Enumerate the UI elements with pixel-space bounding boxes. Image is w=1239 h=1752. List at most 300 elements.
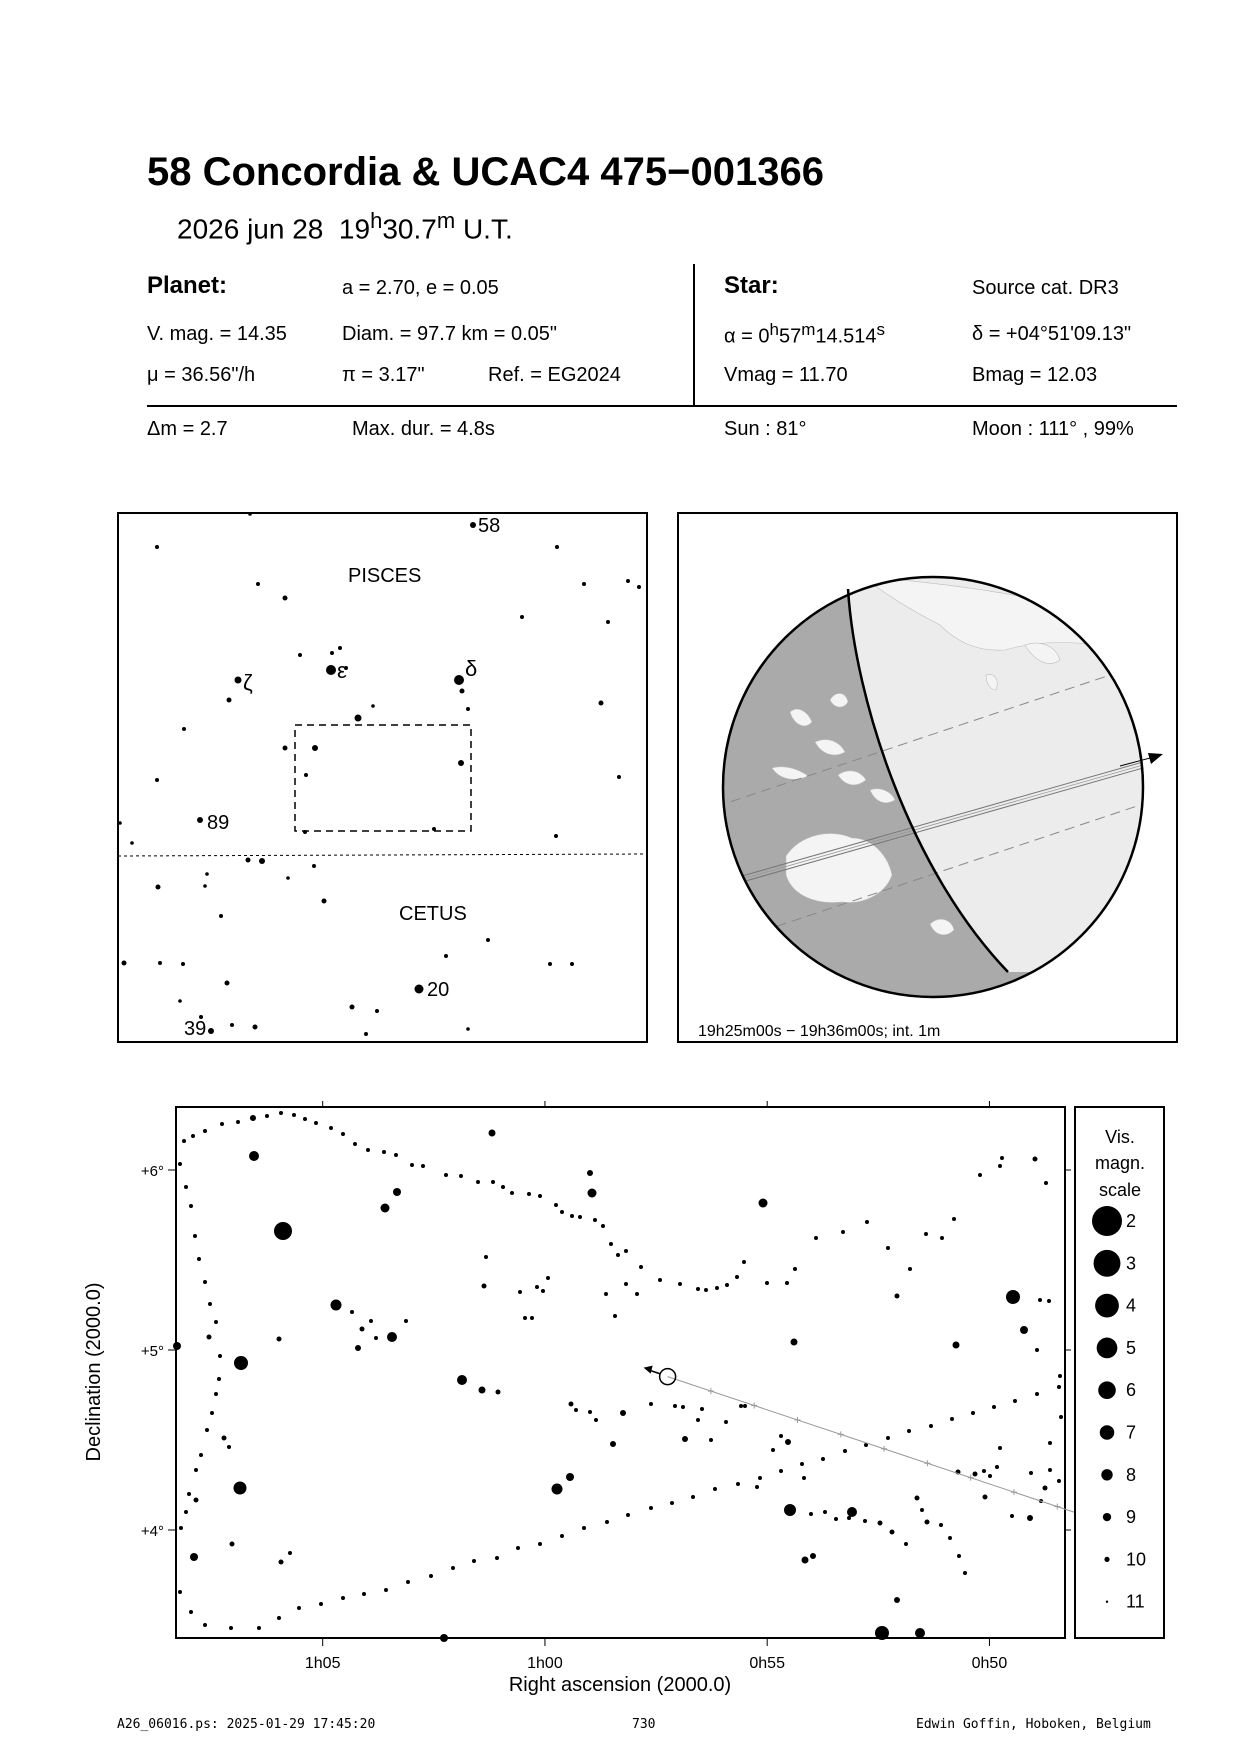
detail-star xyxy=(341,1596,345,1600)
detail-star xyxy=(725,1283,729,1287)
detail-star xyxy=(184,1185,188,1189)
detail-star xyxy=(257,1626,261,1630)
globe-panel xyxy=(677,512,1179,1044)
detail-star xyxy=(552,1484,563,1495)
finder-star xyxy=(486,938,490,942)
finder-star xyxy=(599,701,604,706)
detail-star xyxy=(724,1420,728,1424)
y-tick-label: +4° xyxy=(140,1523,164,1540)
detail-star-chart xyxy=(76,1098,1164,1698)
detail-star xyxy=(802,1557,809,1564)
detail-star xyxy=(393,1188,401,1196)
detail-star xyxy=(779,1434,783,1438)
magnitude-scale-dot xyxy=(1098,1381,1116,1399)
detail-star xyxy=(995,1465,999,1469)
detail-star xyxy=(920,1508,924,1512)
detail-star xyxy=(658,1278,662,1282)
detail-star xyxy=(765,1281,769,1285)
detail-star xyxy=(1035,1348,1039,1352)
finder-star xyxy=(338,646,342,650)
footer-author: Edwin Goffin, Hoboken, Belgium xyxy=(916,1717,1151,1732)
magnitude-scale-label: 10 xyxy=(1126,1549,1147,1570)
detail-star xyxy=(742,1260,746,1264)
finder-star xyxy=(197,817,203,823)
detail-star xyxy=(673,1404,677,1408)
finder-star xyxy=(298,653,302,657)
star-heading: Star: xyxy=(724,272,779,299)
star-label-epsilon: ε xyxy=(337,658,347,683)
detail-star xyxy=(292,1113,296,1117)
detail-star xyxy=(809,1512,813,1516)
detail-star xyxy=(457,1375,467,1385)
magnitude-scale-label: 2 xyxy=(1126,1211,1137,1231)
finder-star xyxy=(322,899,327,904)
detail-star xyxy=(886,1246,890,1250)
finder-star xyxy=(203,884,207,888)
detail-star xyxy=(779,1469,783,1473)
detail-star xyxy=(230,1542,235,1547)
detail-star xyxy=(1020,1326,1028,1334)
detail-star xyxy=(1057,1385,1061,1389)
detail-star xyxy=(998,1164,1002,1168)
page-title: 58 Concordia & UCAC4 475−001366 xyxy=(147,150,824,194)
detail-star xyxy=(894,1597,900,1603)
max-duration: Max. dur. = 4.8s xyxy=(352,418,495,440)
finder-star xyxy=(582,582,586,586)
finder-star xyxy=(470,522,476,528)
detail-star xyxy=(929,1424,933,1428)
detail-star xyxy=(404,1319,408,1323)
moon-elongation: Moon : 111° , 99% xyxy=(972,418,1134,440)
detail-star xyxy=(755,1485,759,1489)
magnitude-scale-dot xyxy=(1094,1250,1121,1277)
detail-star xyxy=(739,1404,743,1408)
detail-star xyxy=(983,1495,988,1500)
detail-star xyxy=(895,1294,900,1299)
detail-star xyxy=(429,1574,433,1578)
star-label-zeta: ζ xyxy=(243,670,253,695)
finder-star xyxy=(637,585,641,589)
detail-star xyxy=(541,1289,545,1293)
detail-star xyxy=(915,1628,925,1638)
finder-star xyxy=(227,698,232,703)
detail-star xyxy=(823,1510,827,1514)
magnitude-scale-label: 8 xyxy=(1126,1464,1137,1485)
detail-star xyxy=(639,1265,643,1269)
x-axis-label: Right ascension (2000.0) xyxy=(508,1674,732,1696)
finder-star xyxy=(326,665,336,675)
event-date: 2026 jun 28 xyxy=(177,213,324,245)
finder-star xyxy=(548,962,552,966)
detail-star xyxy=(843,1449,847,1453)
detail-star xyxy=(973,1472,978,1477)
star-declination: δ = +04°51'09.13" xyxy=(972,323,1132,345)
detail-star xyxy=(523,1316,527,1320)
detail-star xyxy=(360,1327,365,1332)
finder-star xyxy=(454,675,464,685)
detail-star xyxy=(1029,1471,1033,1475)
finder-star xyxy=(283,746,288,751)
ra-minute-unit: m xyxy=(801,320,816,339)
detail-star xyxy=(1048,1441,1052,1445)
detail-star xyxy=(384,1588,388,1592)
detail-star xyxy=(366,1148,370,1152)
finder-star xyxy=(130,841,134,845)
x-tick-label: 1h05 xyxy=(304,1655,341,1672)
detail-star xyxy=(691,1495,695,1499)
finder-star xyxy=(248,512,252,516)
detail-star xyxy=(189,1204,193,1208)
detail-star xyxy=(810,1553,816,1559)
detail-star xyxy=(476,1180,480,1184)
star-ra-prefix: α = 0 xyxy=(724,325,770,348)
detail-star xyxy=(978,1173,982,1177)
detail-star xyxy=(847,1516,851,1520)
detail-star xyxy=(626,1513,630,1517)
detail-star xyxy=(546,1276,550,1280)
detail-star xyxy=(624,1282,628,1286)
detail-star xyxy=(440,1634,448,1642)
finder-star xyxy=(555,545,559,549)
detail-star xyxy=(303,1117,307,1121)
detail-star xyxy=(998,1446,1002,1450)
magnitude-scale-panel xyxy=(1070,1098,1170,1648)
finder-star xyxy=(466,1027,470,1031)
detail-star xyxy=(696,1287,700,1291)
detail-star xyxy=(715,1286,719,1290)
finder-star xyxy=(118,821,122,825)
detail-star xyxy=(950,1417,954,1421)
finder-star xyxy=(283,596,288,601)
finder-star xyxy=(312,745,318,751)
planet-motion: μ = 36.56"/h xyxy=(147,364,256,386)
detail-star xyxy=(527,1192,531,1196)
detail-star xyxy=(793,1267,797,1271)
detail-star xyxy=(265,1114,269,1118)
detail-star xyxy=(678,1282,682,1286)
detail-star xyxy=(841,1230,845,1234)
detail-star xyxy=(574,1408,578,1412)
detail-star xyxy=(234,1482,247,1495)
star-vmag: Vmag = 11.70 xyxy=(724,364,848,386)
detail-star xyxy=(199,1453,203,1457)
detail-star xyxy=(988,1474,992,1478)
detail-star xyxy=(952,1217,956,1221)
detail-star xyxy=(704,1288,708,1292)
detail-star xyxy=(939,1523,943,1527)
detail-star xyxy=(491,1180,495,1184)
detail-star xyxy=(331,1300,342,1311)
detail-star xyxy=(381,1204,390,1213)
detail-star xyxy=(459,1174,463,1178)
detail-star xyxy=(771,1448,775,1452)
finder-star xyxy=(570,962,574,966)
detail-star xyxy=(222,1436,227,1441)
detail-star xyxy=(444,1173,448,1177)
detail-star xyxy=(451,1566,455,1570)
finder-star xyxy=(155,545,159,549)
detail-star xyxy=(560,1210,564,1214)
magnitude-scale-label: 5 xyxy=(1126,1337,1137,1358)
detail-star xyxy=(1058,1374,1062,1378)
star-bmag: Bmag = 12.03 xyxy=(972,364,1098,386)
detail-star xyxy=(329,1126,333,1130)
planet-diameter: Diam. = 97.7 km = 0.05" xyxy=(342,323,557,345)
detail-star xyxy=(907,1429,911,1433)
detail-star xyxy=(341,1132,345,1136)
magnitude-scale-dot xyxy=(1103,1513,1111,1521)
plot-area-frame xyxy=(176,1107,1065,1638)
detail-star xyxy=(736,1482,740,1486)
finder-star xyxy=(158,961,162,965)
detail-star xyxy=(566,1473,574,1481)
detail-star xyxy=(535,1285,539,1289)
magnitude-scale-label: 9 xyxy=(1126,1507,1137,1528)
finder-star xyxy=(225,981,230,986)
detail-star xyxy=(229,1626,233,1630)
detail-star xyxy=(203,1623,207,1627)
detail-star xyxy=(886,1436,890,1440)
finder-star xyxy=(355,715,362,722)
magnitude-scale-title-1: Vis. xyxy=(1105,1127,1135,1147)
finder-star xyxy=(617,775,621,779)
detail-star xyxy=(234,1356,248,1370)
detail-star xyxy=(709,1438,713,1442)
detail-star xyxy=(387,1332,397,1342)
detail-star xyxy=(802,1476,806,1480)
planet-parallax: π = 3.17" xyxy=(342,364,425,386)
detail-star xyxy=(635,1292,639,1296)
detail-star xyxy=(971,1411,975,1415)
finder-star xyxy=(460,689,465,694)
star-source-catalog: Source cat. DR3 xyxy=(972,277,1119,299)
finder-star xyxy=(235,677,242,684)
planet-orbit: a = 2.70, e = 0.05 xyxy=(342,277,499,299)
detail-star xyxy=(1013,1399,1017,1403)
finder-star xyxy=(432,827,436,831)
detail-star xyxy=(203,1129,207,1133)
detail-star xyxy=(904,1542,908,1546)
star-ra-seconds: 14.514 xyxy=(815,325,877,348)
finder-star xyxy=(182,727,186,731)
magnitude-scale-label: 7 xyxy=(1126,1422,1137,1443)
table-horizontal-divider xyxy=(147,405,1177,407)
detail-star xyxy=(924,1232,928,1236)
detail-star xyxy=(394,1153,398,1157)
detail-star xyxy=(220,1122,224,1126)
detail-star xyxy=(696,1418,700,1422)
detail-star xyxy=(277,1337,282,1342)
detail-star xyxy=(472,1559,476,1563)
detail-star xyxy=(236,1120,240,1124)
detail-star xyxy=(593,1218,597,1222)
detail-star xyxy=(501,1185,505,1189)
detail-star xyxy=(908,1267,912,1271)
detail-star xyxy=(863,1519,867,1523)
detail-star xyxy=(682,1436,688,1442)
planet-reference: Ref. = EG2024 xyxy=(488,364,621,386)
magnitude-scale-dot xyxy=(1104,1557,1109,1562)
detail-star xyxy=(624,1249,628,1253)
finder-star xyxy=(350,1005,355,1010)
detail-star xyxy=(530,1316,534,1320)
star-label-89: 89 xyxy=(207,812,230,834)
finder-star xyxy=(253,1025,258,1030)
detail-star xyxy=(489,1130,496,1137)
finder-chart xyxy=(117,512,649,1044)
detail-star xyxy=(193,1234,197,1238)
detail-star xyxy=(538,1194,542,1198)
sun-elongation: Sun : 81° xyxy=(724,418,807,440)
detail-star xyxy=(743,1404,747,1408)
detail-star xyxy=(516,1546,520,1550)
finder-star xyxy=(606,620,610,624)
footer-file-info: A26_06016.ps: 2025-01-29 17:45:20 xyxy=(117,1717,376,1732)
magnitude-scale-label: 11 xyxy=(1126,1591,1145,1612)
table-vertical-divider xyxy=(693,264,695,406)
detail-star xyxy=(758,1476,762,1480)
time-suffix: U.T. xyxy=(462,213,513,245)
detail-star xyxy=(362,1592,366,1596)
detail-star xyxy=(279,1111,283,1115)
detail-star xyxy=(560,1534,564,1538)
finder-star xyxy=(205,872,209,876)
magnitude-scale-label: 3 xyxy=(1126,1253,1137,1274)
detail-star xyxy=(355,1345,361,1351)
detail-star xyxy=(194,1498,199,1503)
x-tick-label: 0h50 xyxy=(971,1655,1008,1672)
finder-star xyxy=(415,985,424,994)
finder-star xyxy=(304,773,308,777)
detail-star xyxy=(735,1275,739,1279)
detail-star xyxy=(203,1280,207,1284)
detail-star xyxy=(814,1236,818,1240)
star-label-20: 20 xyxy=(427,979,450,1001)
finder-star xyxy=(230,1023,234,1027)
detail-star xyxy=(189,1610,193,1614)
detail-star xyxy=(197,1257,201,1261)
finder-star xyxy=(444,954,448,958)
detail-star xyxy=(205,1428,209,1432)
finder-star xyxy=(246,858,251,863)
detail-star xyxy=(649,1402,653,1406)
detail-star xyxy=(785,1281,789,1285)
detail-star xyxy=(496,1390,501,1395)
detail-star xyxy=(649,1506,653,1510)
detail-star xyxy=(214,1320,218,1324)
finder-star xyxy=(178,999,182,1003)
detail-star xyxy=(1000,1156,1004,1160)
detail-star xyxy=(588,1189,597,1198)
detail-star xyxy=(1059,1415,1063,1419)
detail-star xyxy=(274,1222,292,1240)
finder-star xyxy=(181,962,185,966)
detail-star xyxy=(1038,1298,1042,1302)
detail-star xyxy=(250,1116,254,1120)
detail-star xyxy=(570,1214,574,1218)
detail-star xyxy=(1047,1299,1051,1303)
detail-star xyxy=(187,1492,191,1496)
detail-star xyxy=(588,1410,592,1414)
x-tick-label: 0h55 xyxy=(749,1655,785,1672)
detail-star xyxy=(613,1314,617,1318)
detail-star xyxy=(582,1526,586,1530)
detail-star xyxy=(178,1590,182,1594)
finder-star xyxy=(219,914,223,918)
detail-star xyxy=(495,1556,499,1560)
detail-star xyxy=(1043,1486,1048,1491)
globe-time-caption: 19h25m00s − 19h36m00s; int. 1m xyxy=(698,1023,941,1040)
finder-star xyxy=(375,1009,379,1013)
detail-star xyxy=(484,1255,488,1259)
ra-hour-unit: h xyxy=(769,320,779,339)
detail-star xyxy=(953,1342,960,1349)
detail-star xyxy=(207,1335,212,1340)
detail-star xyxy=(190,1553,198,1561)
constellation-pisces-label: PISCES xyxy=(348,565,422,587)
finder-star xyxy=(458,760,464,766)
detail-star xyxy=(847,1507,857,1517)
detail-star xyxy=(382,1150,386,1154)
star-label-58: 58 xyxy=(478,515,501,537)
detail-star xyxy=(785,1439,791,1445)
detail-star xyxy=(865,1220,869,1224)
detail-star xyxy=(1057,1479,1061,1483)
finder-star xyxy=(208,1028,214,1034)
detail-star xyxy=(601,1224,605,1228)
star-label-39: 39 xyxy=(184,1018,207,1040)
detail-star xyxy=(227,1445,231,1449)
detail-star xyxy=(1006,1290,1020,1304)
detail-star xyxy=(616,1253,620,1257)
detail-star xyxy=(482,1284,487,1289)
footer-page-number: 730 xyxy=(632,1717,656,1732)
detail-star xyxy=(353,1142,357,1146)
detail-star xyxy=(218,1354,222,1358)
magnitude-scale-title-3: scale xyxy=(1098,1180,1142,1200)
detail-star xyxy=(277,1616,281,1620)
detail-star xyxy=(587,1170,593,1176)
detail-star xyxy=(279,1560,284,1565)
detail-star xyxy=(963,1571,967,1575)
detail-star xyxy=(1027,1515,1033,1521)
detail-star xyxy=(173,1342,181,1350)
detail-star xyxy=(1035,1392,1039,1396)
detail-star xyxy=(208,1302,212,1306)
magnitude-scale-label: 4 xyxy=(1126,1295,1137,1316)
detail-star xyxy=(670,1501,674,1505)
finder-star xyxy=(466,707,470,711)
event-minute: 30.7 xyxy=(382,213,437,245)
magnitude-scale-label: 6 xyxy=(1126,1380,1137,1401)
detail-star xyxy=(992,1405,996,1409)
magnitude-scale-dot xyxy=(1101,1469,1112,1480)
detail-star xyxy=(1033,1157,1038,1162)
detail-star xyxy=(890,1530,895,1535)
magnitude-scale-dot xyxy=(1097,1338,1118,1359)
finder-star xyxy=(554,834,558,838)
detail-star xyxy=(569,1402,574,1407)
detail-star xyxy=(374,1336,378,1340)
detail-star xyxy=(518,1290,522,1294)
detail-star xyxy=(821,1457,825,1461)
detail-star xyxy=(800,1462,804,1466)
detail-star xyxy=(249,1151,259,1161)
detail-star xyxy=(700,1407,704,1411)
detail-star xyxy=(875,1626,889,1640)
finder-star xyxy=(303,830,307,834)
planet-heading: Planet: xyxy=(147,272,228,299)
